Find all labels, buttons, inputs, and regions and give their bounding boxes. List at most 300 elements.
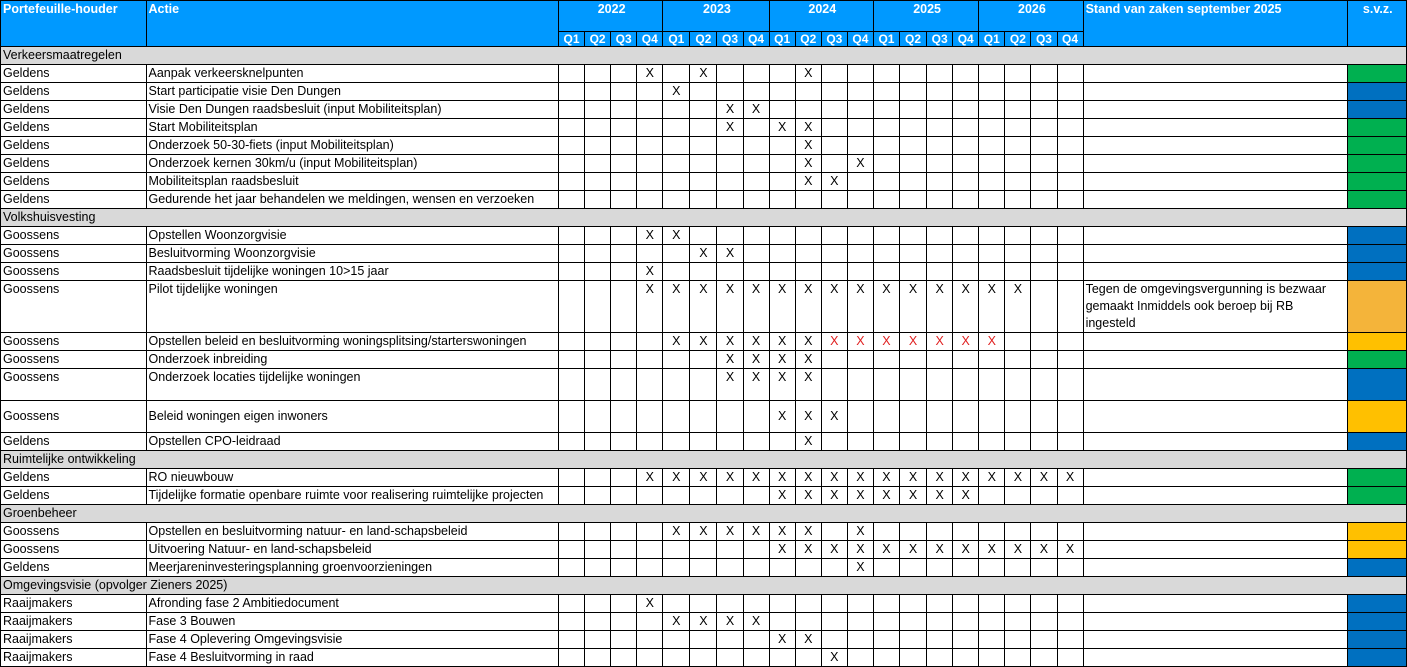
- quarter-cell: [690, 369, 717, 401]
- quarter-cell: [873, 613, 899, 631]
- quarter-cell: [979, 559, 1005, 577]
- actie-cell: Visie Den Dungen raadsbesluit (input Mobiliteitsplan): [146, 101, 558, 119]
- quarter-cell: [1005, 369, 1031, 401]
- quarter-cell: [1057, 155, 1083, 173]
- header-year-2026: 2026: [979, 1, 1083, 32]
- planned-mark: X: [663, 523, 690, 541]
- quarter-cell: [637, 351, 663, 369]
- actie-cell: Opstellen beleid en besluitvorming woningsplitsing/starterswoningen: [146, 333, 558, 351]
- stand-cell: [1083, 173, 1347, 191]
- quarter-cell: [558, 245, 584, 263]
- table-row: [1, 227, 1407, 245]
- status-color-cell: [1347, 227, 1406, 245]
- quarter-cell: [585, 613, 611, 631]
- header-quarter-2023-q2: Q2: [690, 32, 717, 47]
- quarter-cell: [927, 401, 953, 433]
- actie-cell: Opstellen en besluitvorming natuur- en land-schapsbeleid: [146, 523, 558, 541]
- actie-cell: Uitvoering Natuur- en land-schapsbeleid: [146, 541, 558, 559]
- planned-mark: X: [743, 351, 769, 369]
- planned-mark: X: [637, 281, 663, 333]
- planned-mark: X: [927, 281, 953, 333]
- section-label: Verkeersmaatregelen: [1, 47, 1407, 65]
- planned-mark: X: [743, 469, 769, 487]
- quarter-cell: [927, 191, 953, 209]
- portefeuillehouder-cell: Goossens: [1, 333, 147, 351]
- quarter-cell: [927, 649, 953, 667]
- planned-mark: X: [690, 333, 717, 351]
- quarter-cell: [900, 83, 927, 101]
- planned-mark: X: [690, 613, 717, 631]
- status-color-cell: [1347, 191, 1406, 209]
- planned-mark: X: [1005, 281, 1031, 333]
- table-row: [1, 631, 1407, 649]
- quarter-cell: [1057, 173, 1083, 191]
- quarter-cell: [558, 433, 584, 451]
- stand-cell: [1083, 227, 1347, 245]
- quarter-cell: [743, 541, 769, 559]
- quarter-cell: [1031, 191, 1057, 209]
- quarter-cell: [953, 523, 979, 541]
- quarter-cell: [873, 433, 899, 451]
- quarter-cell: [717, 83, 743, 101]
- status-color-cell: [1347, 101, 1406, 119]
- quarter-cell: [585, 83, 611, 101]
- stand-cell: Tegen de omgevingsvergunning is bezwaar gemaakt Inmiddels ook beroep bij RB ingesteld: [1083, 281, 1347, 333]
- quarter-cell: [637, 155, 663, 173]
- quarter-cell: [585, 351, 611, 369]
- planned-mark: X: [900, 333, 927, 351]
- quarter-cell: [585, 523, 611, 541]
- quarter-cell: [1031, 155, 1057, 173]
- planned-mark: X: [795, 137, 821, 155]
- planned-mark: X: [795, 433, 821, 451]
- quarter-cell: [821, 137, 847, 155]
- planned-mark: X: [769, 401, 795, 433]
- quarter-cell: [953, 227, 979, 245]
- quarter-cell: [717, 401, 743, 433]
- quarter-cell: [927, 631, 953, 649]
- quarter-cell: [558, 369, 584, 401]
- planned-mark: X: [900, 281, 927, 333]
- quarter-cell: [900, 559, 927, 577]
- quarter-cell: [769, 83, 795, 101]
- planned-mark: X: [637, 65, 663, 83]
- table-row: [1, 523, 1407, 541]
- planned-mark: X: [927, 469, 953, 487]
- quarter-cell: [1057, 281, 1083, 333]
- quarter-cell: [585, 401, 611, 433]
- planned-mark: X: [953, 281, 979, 333]
- quarter-cell: [1057, 137, 1083, 155]
- quarter-cell: [690, 263, 717, 281]
- quarter-cell: [1005, 631, 1031, 649]
- quarter-cell: [873, 595, 899, 613]
- header-year-2024: 2024: [769, 1, 873, 32]
- planned-mark: X: [663, 83, 690, 101]
- quarter-cell: [795, 101, 821, 119]
- portefeuillehouder-cell: Geldens: [1, 173, 147, 191]
- quarter-cell: [1005, 263, 1031, 281]
- quarter-cell: [1057, 191, 1083, 209]
- quarter-cell: [743, 173, 769, 191]
- quarter-cell: [900, 137, 927, 155]
- stand-cell: [1083, 369, 1347, 401]
- quarter-cell: [585, 595, 611, 613]
- planned-mark: X: [743, 281, 769, 333]
- quarter-cell: [690, 227, 717, 245]
- planned-mark: X: [743, 333, 769, 351]
- quarter-cell: [690, 119, 717, 137]
- quarter-cell: [717, 487, 743, 505]
- status-color-cell: [1347, 541, 1406, 559]
- quarter-cell: [611, 351, 637, 369]
- quarter-cell: [847, 83, 873, 101]
- quarter-cell: [979, 191, 1005, 209]
- status-color-cell: [1347, 401, 1406, 433]
- quarter-cell: [979, 631, 1005, 649]
- quarter-cell: [873, 101, 899, 119]
- quarter-cell: [663, 101, 690, 119]
- planned-mark: X: [1031, 469, 1057, 487]
- stand-cell: [1083, 137, 1347, 155]
- planned-mark: X: [795, 351, 821, 369]
- actie-cell: Start participatie visie Den Dungen: [146, 83, 558, 101]
- quarter-cell: [769, 613, 795, 631]
- stand-cell: [1083, 631, 1347, 649]
- quarter-cell: [611, 631, 637, 649]
- status-color-cell: [1347, 119, 1406, 137]
- quarter-cell: [637, 101, 663, 119]
- quarter-cell: [953, 155, 979, 173]
- status-color-cell: [1347, 83, 1406, 101]
- quarter-cell: [663, 487, 690, 505]
- quarter-cell: [953, 245, 979, 263]
- quarter-cell: [900, 649, 927, 667]
- quarter-cell: [821, 83, 847, 101]
- actie-cell: Beleid woningen eigen inwoners: [146, 401, 558, 433]
- quarter-cell: [1005, 523, 1031, 541]
- quarter-cell: [663, 559, 690, 577]
- quarter-cell: [558, 281, 584, 333]
- actie-cell: Afronding fase 2 Ambitiedocument: [146, 595, 558, 613]
- quarter-cell: [769, 227, 795, 245]
- quarter-cell: [900, 101, 927, 119]
- planned-mark: X: [979, 469, 1005, 487]
- table-row: [1, 137, 1407, 155]
- portefeuillehouder-cell: Goossens: [1, 245, 147, 263]
- portefeuillehouder-cell: Geldens: [1, 155, 147, 173]
- planned-mark: X: [637, 469, 663, 487]
- quarter-cell: [611, 191, 637, 209]
- quarter-cell: [900, 245, 927, 263]
- quarter-cell: [743, 227, 769, 245]
- quarter-cell: [637, 523, 663, 541]
- stand-cell: [1083, 333, 1347, 351]
- quarter-cell: [690, 649, 717, 667]
- quarter-cell: [873, 523, 899, 541]
- section-label: Volkshuisvesting: [1, 209, 1407, 227]
- planned-mark: X: [847, 155, 873, 173]
- quarter-cell: [637, 433, 663, 451]
- quarter-cell: [743, 119, 769, 137]
- quarter-cell: [979, 649, 1005, 667]
- quarter-cell: [900, 433, 927, 451]
- quarter-cell: [743, 245, 769, 263]
- quarter-cell: [769, 101, 795, 119]
- quarter-cell: [900, 351, 927, 369]
- planned-mark: X: [821, 541, 847, 559]
- quarter-cell: [979, 137, 1005, 155]
- quarter-cell: [1057, 101, 1083, 119]
- section-label: Groenbeheer: [1, 505, 1407, 523]
- quarter-cell: [743, 595, 769, 613]
- portefeuillehouder-cell: Geldens: [1, 137, 147, 155]
- quarter-cell: [1031, 137, 1057, 155]
- quarter-cell: [1031, 173, 1057, 191]
- table-row: [1, 559, 1407, 577]
- quarter-cell: [1005, 101, 1031, 119]
- planned-mark: X: [953, 541, 979, 559]
- quarter-cell: [743, 649, 769, 667]
- header-quarter-2022-q3: Q3: [611, 32, 637, 47]
- table-row: [1, 433, 1407, 451]
- planned-mark: X: [795, 119, 821, 137]
- section-row: [1, 505, 1407, 523]
- planned-mark: X: [821, 469, 847, 487]
- planned-mark: X: [663, 613, 690, 631]
- quarter-cell: [663, 191, 690, 209]
- quarter-cell: [979, 65, 1005, 83]
- quarter-cell: [1005, 65, 1031, 83]
- header-quarter-2026-q3: Q3: [1031, 32, 1057, 47]
- quarter-cell: [558, 613, 584, 631]
- quarter-cell: [900, 227, 927, 245]
- table-row: [1, 401, 1407, 433]
- quarter-cell: [927, 173, 953, 191]
- quarter-cell: [769, 263, 795, 281]
- quarter-cell: [558, 631, 584, 649]
- quarter-cell: [690, 351, 717, 369]
- status-color-cell: [1347, 155, 1406, 173]
- quarter-cell: [717, 541, 743, 559]
- planned-mark: X: [717, 523, 743, 541]
- quarter-cell: [821, 523, 847, 541]
- stand-cell: [1083, 559, 1347, 577]
- quarter-cell: [927, 369, 953, 401]
- planned-mark: X: [1005, 541, 1031, 559]
- quarter-cell: [873, 263, 899, 281]
- planned-mark: X: [637, 263, 663, 281]
- status-color-cell: [1347, 173, 1406, 191]
- quarter-cell: [1031, 227, 1057, 245]
- quarter-cell: [873, 137, 899, 155]
- portefeuillehouder-cell: Geldens: [1, 469, 147, 487]
- quarter-cell: [1031, 281, 1057, 333]
- header-quarter-2026-q2: Q2: [1005, 32, 1031, 47]
- quarter-cell: [847, 595, 873, 613]
- portefeuillehouder-cell: Geldens: [1, 65, 147, 83]
- quarter-cell: [979, 245, 1005, 263]
- quarter-cell: [1057, 595, 1083, 613]
- quarter-cell: [637, 487, 663, 505]
- status-color-cell: [1347, 433, 1406, 451]
- quarter-cell: [847, 191, 873, 209]
- quarter-cell: [847, 369, 873, 401]
- actie-cell: Aanpak verkeersknelpunten: [146, 65, 558, 83]
- planned-mark: X: [821, 333, 847, 351]
- quarter-cell: [585, 281, 611, 333]
- status-color-cell: [1347, 369, 1406, 401]
- quarter-cell: [1031, 649, 1057, 667]
- planned-mark: X: [769, 369, 795, 401]
- stand-cell: [1083, 487, 1347, 505]
- stand-cell: [1083, 351, 1347, 369]
- quarter-cell: [663, 173, 690, 191]
- quarter-cell: [979, 119, 1005, 137]
- table-row: [1, 83, 1407, 101]
- quarter-cell: [1005, 227, 1031, 245]
- header-quarter-2022-q1: Q1: [558, 32, 584, 47]
- quarter-cell: [637, 333, 663, 351]
- quarter-cell: [847, 227, 873, 245]
- header-quarter-2024-q1: Q1: [769, 32, 795, 47]
- quarter-cell: [873, 369, 899, 401]
- actie-cell: Meerjareninvesteringsplanning groenvoorzieningen: [146, 559, 558, 577]
- quarter-cell: [690, 101, 717, 119]
- planned-mark: X: [769, 119, 795, 137]
- quarter-cell: [927, 263, 953, 281]
- quarter-cell: [690, 433, 717, 451]
- quarter-cell: [585, 369, 611, 401]
- quarter-cell: [717, 65, 743, 83]
- quarter-cell: [663, 595, 690, 613]
- status-color-cell: [1347, 281, 1406, 333]
- quarter-cell: [1031, 523, 1057, 541]
- quarter-cell: [1031, 333, 1057, 351]
- planned-mark: X: [1057, 541, 1083, 559]
- quarter-cell: [953, 191, 979, 209]
- planned-mark: X: [663, 333, 690, 351]
- quarter-cell: [1031, 65, 1057, 83]
- quarter-cell: [558, 595, 584, 613]
- quarter-cell: [690, 401, 717, 433]
- header-quarter-2022-q2: Q2: [585, 32, 611, 47]
- header-quarter-2023-q3: Q3: [717, 32, 743, 47]
- planned-mark: X: [795, 487, 821, 505]
- portefeuillehouder-cell: Goossens: [1, 351, 147, 369]
- quarter-cell: [795, 595, 821, 613]
- status-color-cell: [1347, 487, 1406, 505]
- quarter-cell: [847, 613, 873, 631]
- planned-mark: X: [953, 469, 979, 487]
- quarter-cell: [1031, 631, 1057, 649]
- stand-cell: [1083, 119, 1347, 137]
- quarter-cell: [637, 173, 663, 191]
- planned-mark: X: [690, 245, 717, 263]
- status-color-cell: [1347, 523, 1406, 541]
- quarter-cell: [1057, 613, 1083, 631]
- quarter-cell: [743, 191, 769, 209]
- quarter-cell: [1005, 245, 1031, 263]
- portefeuillehouder-cell: Goossens: [1, 523, 147, 541]
- quarter-cell: [743, 433, 769, 451]
- quarter-cell: [690, 155, 717, 173]
- quarter-cell: [847, 631, 873, 649]
- portefeuillehouder-cell: Goossens: [1, 281, 147, 333]
- quarter-cell: [847, 433, 873, 451]
- quarter-cell: [769, 191, 795, 209]
- quarter-cell: [953, 649, 979, 667]
- quarter-cell: [900, 523, 927, 541]
- planned-mark: X: [873, 541, 899, 559]
- portefeuillehouder-cell: Geldens: [1, 559, 147, 577]
- status-color-cell: [1347, 649, 1406, 667]
- quarter-cell: [663, 119, 690, 137]
- quarter-cell: [1005, 333, 1031, 351]
- quarter-cell: [979, 101, 1005, 119]
- quarter-cell: [1057, 227, 1083, 245]
- quarter-cell: [558, 155, 584, 173]
- quarter-cell: [769, 559, 795, 577]
- quarter-cell: [873, 401, 899, 433]
- actie-cell: Fase 4 Besluitvorming in raad: [146, 649, 558, 667]
- quarter-cell: [900, 401, 927, 433]
- table-row: [1, 613, 1407, 631]
- actie-cell: Fase 3 Bouwen: [146, 613, 558, 631]
- status-color-cell: [1347, 469, 1406, 487]
- actie-cell: Raadsbesluit tijdelijke woningen 10>15 jaar: [146, 263, 558, 281]
- quarter-cell: [611, 433, 637, 451]
- status-color-cell: [1347, 559, 1406, 577]
- stand-cell: [1083, 83, 1347, 101]
- quarter-cell: [611, 245, 637, 263]
- planned-mark: X: [1057, 469, 1083, 487]
- stand-cell: [1083, 401, 1347, 433]
- section-row: [1, 209, 1407, 227]
- table-row: [1, 119, 1407, 137]
- quarter-cell: [558, 649, 584, 667]
- quarter-cell: [1057, 351, 1083, 369]
- quarter-cell: [611, 137, 637, 155]
- planned-mark: X: [795, 401, 821, 433]
- planned-mark: X: [769, 351, 795, 369]
- quarter-cell: [743, 155, 769, 173]
- quarter-cell: [873, 83, 899, 101]
- quarter-cell: [821, 433, 847, 451]
- quarter-cell: [873, 173, 899, 191]
- portefeuillehouder-cell: Geldens: [1, 487, 147, 505]
- quarter-cell: [611, 469, 637, 487]
- planned-mark: X: [795, 65, 821, 83]
- quarter-cell: [611, 401, 637, 433]
- quarter-cell: [690, 631, 717, 649]
- portefeuillehouder-cell: Goossens: [1, 263, 147, 281]
- quarter-cell: [769, 595, 795, 613]
- status-color-cell: [1347, 333, 1406, 351]
- quarter-cell: [1005, 401, 1031, 433]
- quarter-cell: [979, 351, 1005, 369]
- quarter-cell: [663, 649, 690, 667]
- quarter-cell: [821, 65, 847, 83]
- quarter-cell: [821, 155, 847, 173]
- quarter-cell: [873, 65, 899, 83]
- header-year-2023: 2023: [663, 1, 769, 32]
- planned-mark: X: [927, 541, 953, 559]
- planned-mark: X: [795, 155, 821, 173]
- planned-mark: X: [847, 559, 873, 577]
- quarter-cell: [1031, 401, 1057, 433]
- quarter-cell: [558, 523, 584, 541]
